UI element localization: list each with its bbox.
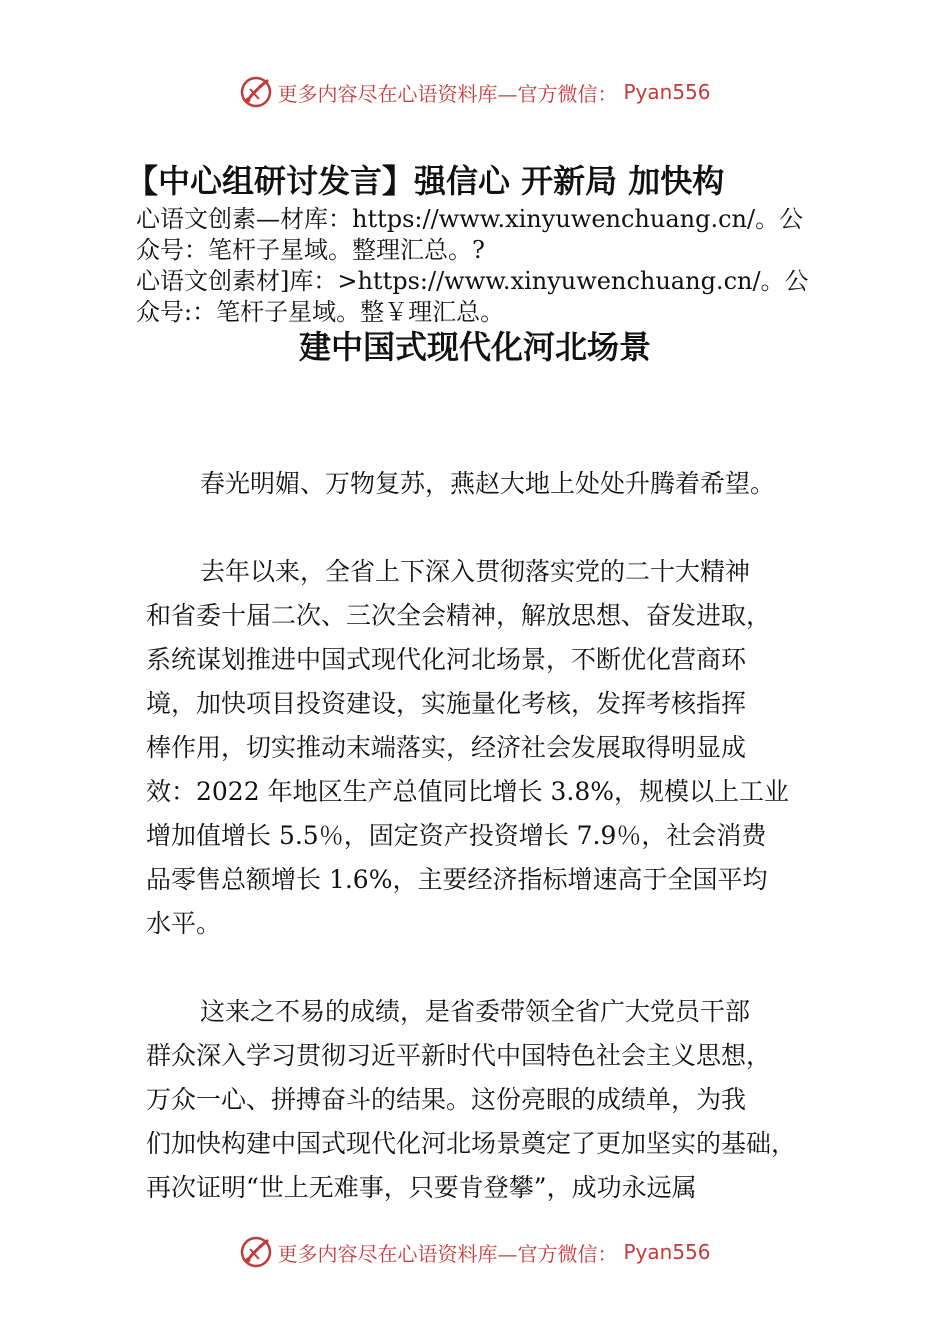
paragraph-3 [146,990,846,1210]
document-title-line1: 【中心组研讨发言】强信心 开新局 加快构 [126,162,725,200]
paragraph-line: 和省委十届二次、三次全会精神，解放思想、奋发进取， [146,601,772,630]
paragraph-line: 境，加快项目投资建设，实施量化考核，发挥考核指挥 [146,689,747,718]
source-note-line: 心语文创素—材库：https://www.xinyuwenchuang.cn/。公 [136,205,804,233]
banner-wechat-id: Pyan556 [623,1240,711,1264]
paragraph-line: 系统谋划推进中国式现代化河北场景，不断优化营商环 [146,645,747,674]
brush-logo-icon [239,75,273,109]
header-banner [0,72,950,112]
paragraph-line: 这来之不易的成绩，是省委带领全省广大党员干部 [200,997,751,1026]
paragraph-line: 品零售总额增长 1.6%，主要经济指标增速高于全国平均 [146,865,768,894]
paragraph-1 [146,462,846,506]
banner-text: 更多内容尽在心语资料库—官方微信： [277,1241,618,1266]
paragraph-line: 再次证明“世上无难事，只要肯登攀”，成功永远属 [146,1173,697,1202]
source-note-line: 众号：笔杆子星域。整理汇总。? [136,236,485,264]
paragraph-line: 万众一心、拼搏奋斗的结果。这份亮眼的成绩单，为我 [146,1085,747,1114]
paragraph-line: 们加快构建中国式现代化河北场景奠定了更加坚实的基础， [146,1129,797,1158]
brush-logo-icon [239,1235,273,1269]
source-note [136,204,848,328]
paragraph-line: 群众深入学习贯彻习近平新时代中国特色社会主义思想， [146,1041,772,1070]
paragraph-line: 棒作用，切实推动末端落实，经济社会发展取得明显成 [146,733,747,762]
paragraph-line: 去年以来，全省上下深入贯彻落实党的二十大精神 [200,557,751,586]
banner-wechat-id: Pyan556 [623,80,711,104]
source-note-line: 心语文创素材]库：>https://www.xinyuwenchuang.cn/。公 [136,267,809,295]
document-title-line2: 建中国式现代化河北场景 [298,328,651,366]
paragraph-line: 增加值增长 5.5％，固定资产投资增长 7.9％，社会消费 [146,821,767,850]
banner-text: 更多内容尽在心语资料库—官方微信： [277,81,618,106]
paragraph-2 [146,550,846,946]
footer-banner [0,1232,950,1272]
paragraph-line: 水平。 [146,909,222,938]
source-note-line: 众号:：笔杆子星域。整￥理汇总。 [136,298,505,326]
paragraph-line: 春光明媚、万物复苏，燕赵大地上处处升腾着希望。 [200,469,776,498]
paragraph-line: 效：2022 年地区生产总值同比增长 3.8%，规模以上工业 [146,777,790,806]
